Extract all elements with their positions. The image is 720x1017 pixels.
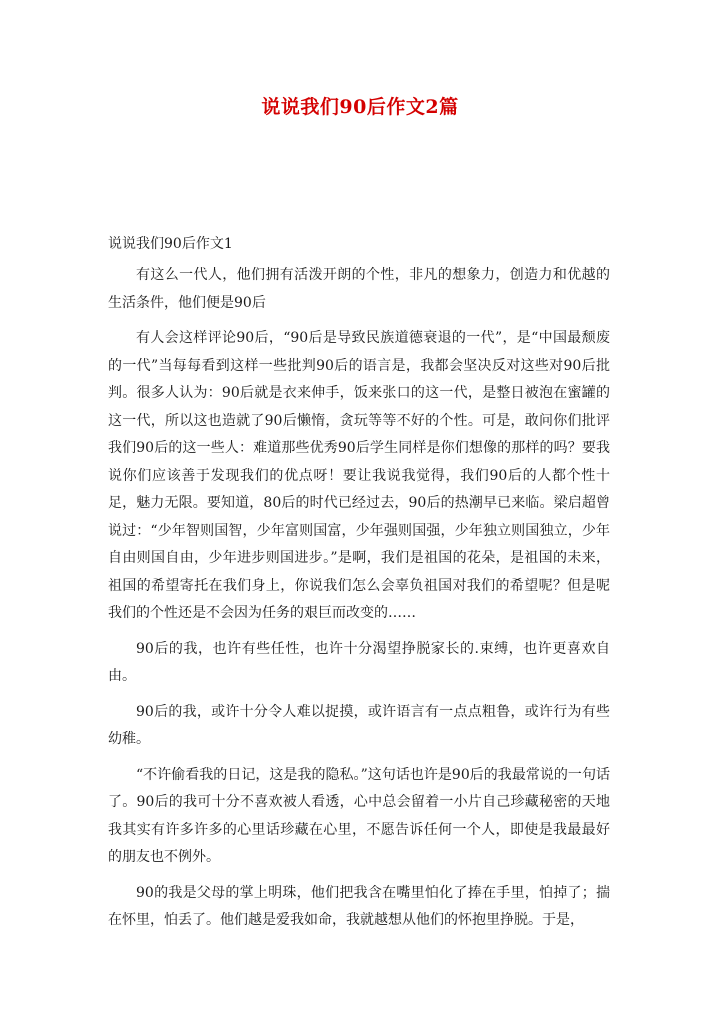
- paragraph-4: 90后的我，或许十分令人难以捉摸，或许语言有一点点粗鲁，或许行为有些幼稚。: [108, 703, 610, 747]
- document-body: [108, 262, 610, 943]
- document-title: 说说我们90后作文2篇: [261, 96, 459, 118]
- paragraph-1: 有这么一代人，他们拥有活泼开朗的个性，非凡的想象力，创造力和优越的生活条件，他们便是90后: [108, 267, 610, 311]
- paragraph-3: 90后的我，也许有些任性，也许十分渴望挣脱家长的.束缚，也许更喜欢自由。: [108, 640, 610, 684]
- paragraph-2: 有人会这样评论90后，“90后是导致民族道德衰退的一代”，是“中国最颓废的一代”当每每看到这样一些批判90后的语言是，我都会坚决反对这些对90后批判。很多人认为：90后就是衣来伸手，饭来张口的这一代，是整日被泡在蜜罐的这一代，所以这也造就了90后懒惰，贪玩等等不好的个性。可是，敢问你们批评我们90后的这一些人：难道那些优秀90后学生同样是你们想像的那样的吗？要我说你们应该善于发现我们的优点呀！要让我说我觉得，我们90后的人都个性十足，魅力无限。要知道，80后的时代已经过去，90后的热潮早已来临。梁启超曾说过：“少年智则国智，少年富则国富，少年强则国强，少年独立则国独立，少年自由则国自由，少年进步则国进步。”是啊，我们是祖国的花朵，是祖国的未来，祖国的希望寄托在我们身上，你说我们怎么会辜负祖国对我们的希望呢？但是呢我们的个性还是不会因为任务的艰巨而改变的……: [108, 330, 610, 621]
- paragraph-6: 90的我是父母的掌上明珠，他们把我含在嘴里怕化了捧在手里，怕掉了；揣在怀里，怕丢了。他们越是爱我如命，我就越想从他们的怀抱里挣脱。于是，: [108, 884, 610, 928]
- paragraph-5: “不许偷看我的日记，这是我的隐私。”这句话也许是90后的我最常说的一句话了。90后的我可十分不喜欢被人看透，心中总会留着一小片自己珍藏秘密的天地 我其实有许多许多的心里话珍藏在心里，不愿告诉任何一个人，即使是我最最好的朋友也不例外。: [108, 766, 610, 865]
- section-heading: 说说我们90后作文1: [108, 236, 233, 252]
